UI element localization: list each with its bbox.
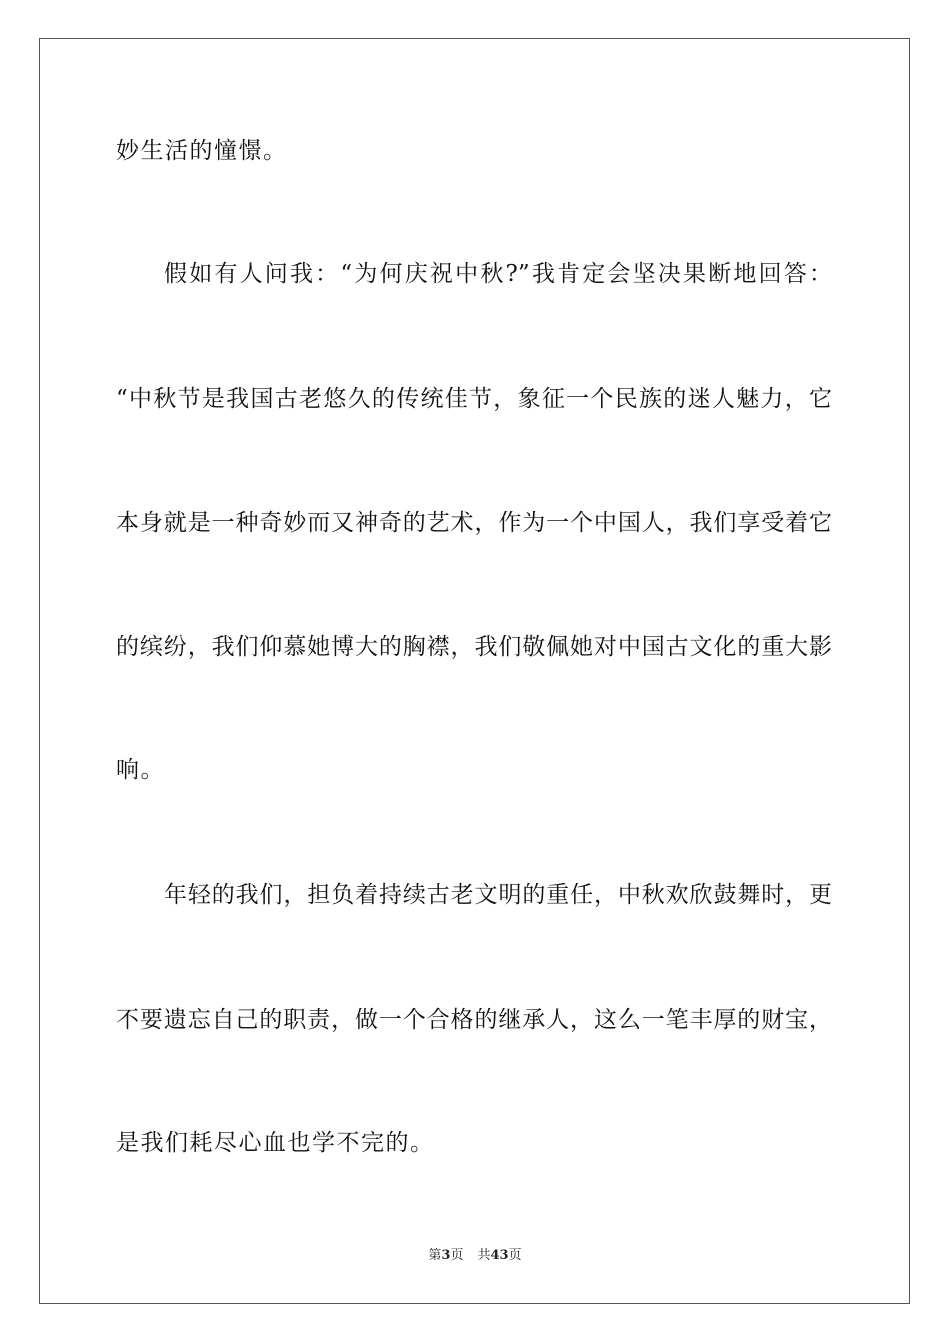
text-line-4: 本身就是一种奇妙而又神奇的艺术，作为一个中国人，我们享受着它 [116, 510, 832, 536]
text-line-9: 是我们耗尽心血也学不完的。 [116, 1130, 435, 1156]
footer-total-pages: 43 [490, 1248, 509, 1263]
text-line-1: 妙生活的憧憬。 [116, 138, 288, 164]
page-footer [0, 1247, 950, 1265]
footer-page-number: 3 [441, 1248, 451, 1263]
text-line-8: 不要遗忘自己的职责，做一个合格的继承人，这么一笔丰厚的财宝， [116, 1007, 832, 1033]
text-line-5: 的缤纷，我们仰慕她博大的胸襟，我们敬佩她对中国古文化的重大影 [116, 634, 832, 660]
footer-page-prefix: 第 [428, 1248, 442, 1263]
footer-page-suffix: 页 [450, 1248, 464, 1263]
text-line-2: 假如有人问我：“为何庆祝中秋?”我肯定会坚决果断地回答： [164, 261, 832, 287]
text-line-3: “中秋节是我国古老悠久的传统佳节，象征一个民族的迷人魅力，它 [116, 386, 832, 412]
text-line-6: 响。 [116, 757, 165, 783]
footer-total-prefix: 共 [477, 1248, 491, 1263]
footer-total-suffix: 页 [508, 1248, 522, 1263]
text-line-7: 年轻的我们，担负着持续古老文明的重任，中秋欢欣鼓舞时，更 [164, 882, 832, 908]
page-border [39, 38, 910, 1304]
